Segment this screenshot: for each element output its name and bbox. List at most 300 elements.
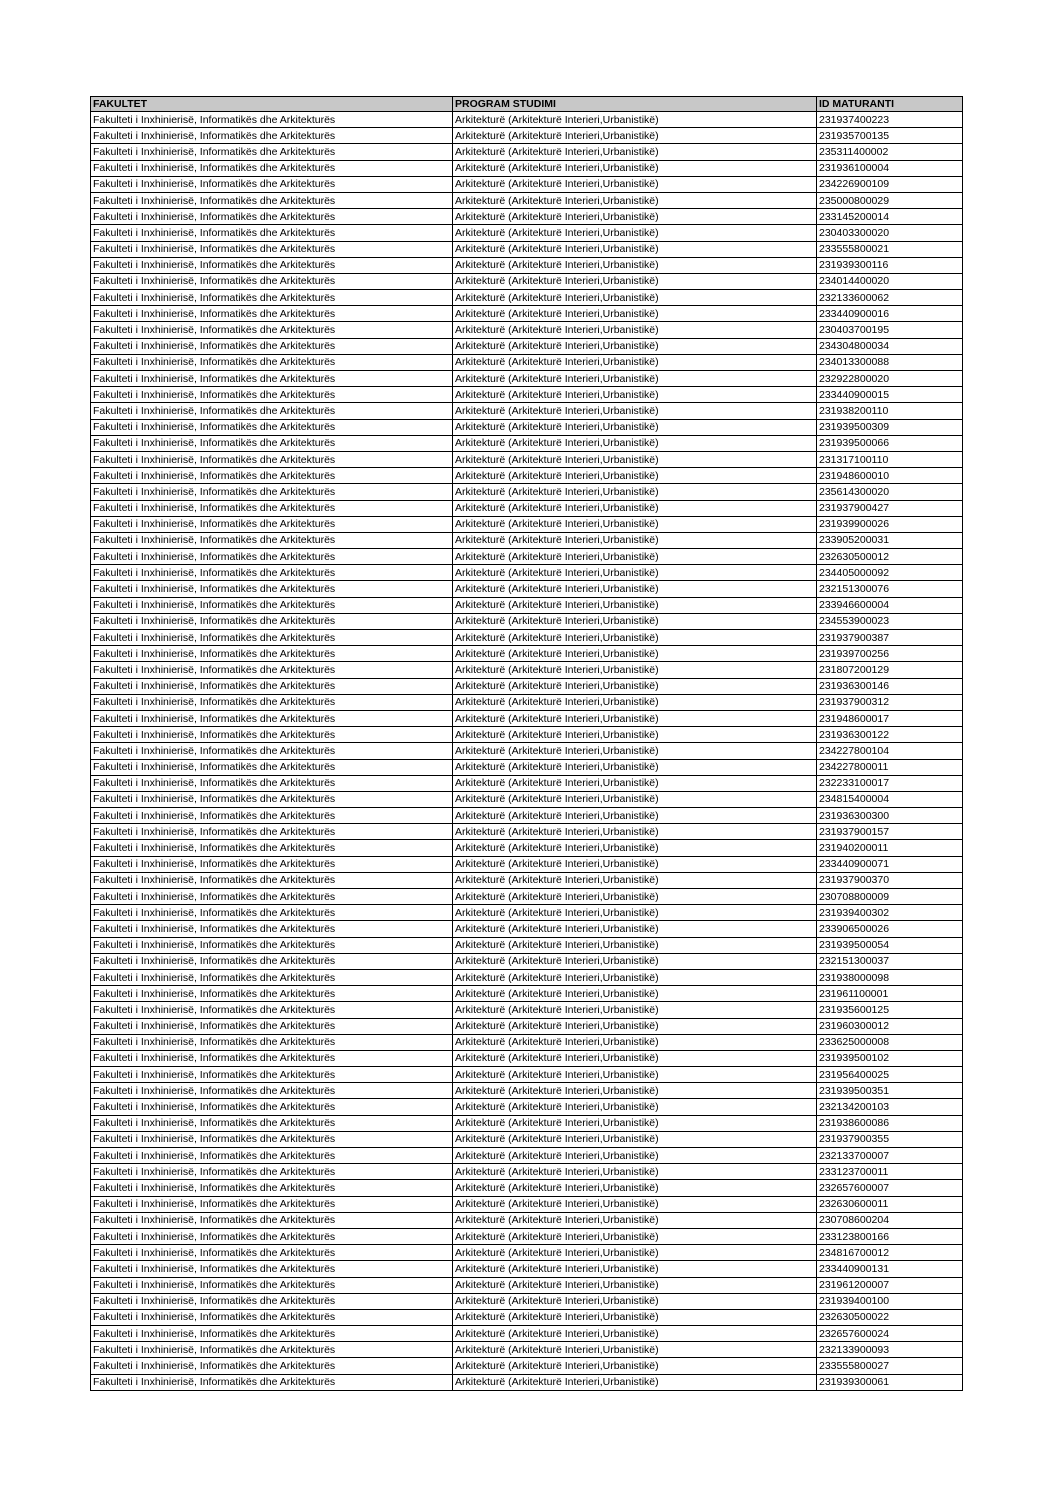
faculty-cell: Fakulteti i Inxhinierisë, Informatikës dhe Arkitekturës [91,872,453,888]
table-row [91,613,963,629]
program-cell: Arkitekturë (Arkitekturë Interieri,Urbanistikë) [453,1261,817,1277]
table-row [91,1196,963,1212]
id-cell: 231939500351 [817,1083,963,1099]
faculty-cell: Fakulteti i Inxhinierisë, Informatikës dhe Arkitekturës [91,597,453,613]
id-cell: 235000800029 [817,192,963,208]
table-row [91,419,963,435]
faculty-cell: Fakulteti i Inxhinierisë, Informatikës dhe Arkitekturës [91,338,453,354]
program-cell: Arkitekturë (Arkitekturë Interieri,Urbanistikë) [453,1358,817,1374]
faculty-cell: Fakulteti i Inxhinierisë, Informatikës dhe Arkitekturës [91,403,453,419]
table-row [91,1067,963,1083]
table-row [91,1245,963,1261]
program-cell: Arkitekturë (Arkitekturë Interieri,Urbanistikë) [453,1083,817,1099]
id-cell: 231935600125 [817,1002,963,1018]
table-row [91,856,963,872]
id-cell: 234553900023 [817,613,963,629]
program-cell: Arkitekturë (Arkitekturë Interieri,Urbanistikë) [453,176,817,192]
faculty-cell: Fakulteti i Inxhinierisë, Informatikës dhe Arkitekturës [91,969,453,985]
program-cell: Arkitekturë (Arkitekturë Interieri,Urbanistikë) [453,225,817,241]
table-row [91,225,963,241]
program-cell: Arkitekturë (Arkitekturë Interieri,Urbanistikë) [453,1115,817,1131]
program-cell: Arkitekturë (Arkitekturë Interieri,Urbanistikë) [453,969,817,985]
table-row [91,290,963,306]
id-cell: 232630500012 [817,549,963,565]
program-cell: Arkitekturë (Arkitekturë Interieri,Urbanistikë) [453,1277,817,1293]
program-cell: Arkitekturë (Arkitekturë Interieri,Urbanistikë) [453,872,817,888]
table-row [91,630,963,646]
faculty-cell: Fakulteti i Inxhinierisë, Informatikës dhe Arkitekturës [91,581,453,597]
program-cell: Arkitekturë (Arkitekturë Interieri,Urbanistikë) [453,678,817,694]
id-cell: 231937900355 [817,1131,963,1147]
faculty-cell: Fakulteti i Inxhinierisë, Informatikës dhe Arkitekturës [91,1228,453,1244]
faculty-cell: Fakulteti i Inxhinierisë, Informatikës dhe Arkitekturës [91,1261,453,1277]
table-row [91,322,963,338]
program-cell: Arkitekturë (Arkitekturë Interieri,Urbanistikë) [453,565,817,581]
faculty-cell: Fakulteti i Inxhinierisë, Informatikës dhe Arkitekturës [91,435,453,451]
id-cell: 232151300076 [817,581,963,597]
faculty-cell: Fakulteti i Inxhinierisë, Informatikës dhe Arkitekturës [91,1196,453,1212]
faculty-cell: Fakulteti i Inxhinierisë, Informatikës dhe Arkitekturës [91,1099,453,1115]
id-cell: 230708600204 [817,1212,963,1228]
faculty-cell: Fakulteti i Inxhinierisë, Informatikës dhe Arkitekturës [91,727,453,743]
program-cell: Arkitekturë (Arkitekturë Interieri,Urbanistikë) [453,646,817,662]
id-cell: 233905200031 [817,532,963,548]
table-row [91,791,963,807]
program-cell: Arkitekturë (Arkitekturë Interieri,Urbanistikë) [453,419,817,435]
faculty-cell: Fakulteti i Inxhinierisë, Informatikës dhe Arkitekturës [91,630,453,646]
id-cell: 233440900015 [817,387,963,403]
table-row [91,710,963,726]
table-row [91,1374,963,1390]
id-cell: 231948600017 [817,710,963,726]
table-row [91,565,963,581]
program-cell: Arkitekturë (Arkitekturë Interieri,Urbanistikë) [453,1018,817,1034]
table-row [91,435,963,451]
id-cell: 235311400002 [817,144,963,160]
id-cell: 232233100017 [817,775,963,791]
program-cell: Arkitekturë (Arkitekturë Interieri,Urbanistikë) [453,986,817,1002]
id-cell: 235614300020 [817,484,963,500]
program-cell: Arkitekturë (Arkitekturë Interieri,Urbanistikë) [453,257,817,273]
table-row [91,581,963,597]
table-row [91,1261,963,1277]
table-row [91,969,963,985]
program-cell: Arkitekturë (Arkitekturë Interieri,Urbanistikë) [453,840,817,856]
faculty-cell: Fakulteti i Inxhinierisë, Informatikës dhe Arkitekturës [91,1083,453,1099]
table-row [91,241,963,257]
table-row [91,516,963,532]
program-cell: Arkitekturë (Arkitekturë Interieri,Urbanistikë) [453,808,817,824]
id-cell: 231940200011 [817,840,963,856]
id-cell: 232133700007 [817,1148,963,1164]
faculty-cell: Fakulteti i Inxhinierisë, Informatikës dhe Arkitekturës [91,1293,453,1309]
table-row [91,1018,963,1034]
table-row [91,532,963,548]
program-cell: Arkitekturë (Arkitekturë Interieri,Urbanistikë) [453,1309,817,1325]
table-row [91,727,963,743]
table-row [91,1099,963,1115]
faculty-cell: Fakulteti i Inxhinierisë, Informatikës dhe Arkitekturës [91,112,453,128]
id-cell: 231937900157 [817,824,963,840]
table-row [91,1326,963,1342]
program-cell: Arkitekturë (Arkitekturë Interieri,Urbanistikë) [453,322,817,338]
faculty-cell: Fakulteti i Inxhinierisë, Informatikës dhe Arkitekturës [91,1309,453,1325]
program-cell: Arkitekturë (Arkitekturë Interieri,Urbanistikë) [453,241,817,257]
table-row [91,371,963,387]
id-cell: 234816700012 [817,1245,963,1261]
faculty-cell: Fakulteti i Inxhinierisë, Informatikës dhe Arkitekturës [91,1326,453,1342]
program-cell: Arkitekturë (Arkitekturë Interieri,Urbanistikë) [453,484,817,500]
program-cell: Arkitekturë (Arkitekturë Interieri,Urbanistikë) [453,759,817,775]
id-cell: 232133600062 [817,290,963,306]
table-row [91,176,963,192]
id-cell: 234304800034 [817,338,963,354]
id-cell: 232630600011 [817,1196,963,1212]
table-row [91,840,963,856]
faculty-cell: Fakulteti i Inxhinierisë, Informatikës dhe Arkitekturës [91,759,453,775]
table-body [91,112,963,1391]
id-cell: 233625000008 [817,1034,963,1050]
id-cell: 234227800011 [817,759,963,775]
program-cell: Arkitekturë (Arkitekturë Interieri,Urbanistikë) [453,630,817,646]
id-cell: 232630500022 [817,1309,963,1325]
faculty-cell: Fakulteti i Inxhinierisë, Informatikës dhe Arkitekturës [91,840,453,856]
table-row [91,678,963,694]
table-row [91,1034,963,1050]
table-header-row [91,97,963,112]
students-table [90,96,963,1391]
id-cell: 232922800020 [817,371,963,387]
faculty-cell: Fakulteti i Inxhinierisë, Informatikës dhe Arkitekturës [91,257,453,273]
id-cell: 232151300037 [817,953,963,969]
faculty-cell: Fakulteti i Inxhinierisë, Informatikës dhe Arkitekturës [91,905,453,921]
table-row [91,128,963,144]
faculty-cell: Fakulteti i Inxhinierisë, Informatikës dhe Arkitekturës [91,856,453,872]
program-cell: Arkitekturë (Arkitekturë Interieri,Urbanistikë) [453,1099,817,1115]
id-cell: 234227800104 [817,743,963,759]
table-row [91,953,963,969]
table-row [91,1131,963,1147]
faculty-cell: Fakulteti i Inxhinierisë, Informatikës dhe Arkitekturës [91,889,453,905]
id-cell: 232657600024 [817,1326,963,1342]
program-cell: Arkitekturë (Arkitekturë Interieri,Urbanistikë) [453,160,817,176]
id-cell: 231936100004 [817,160,963,176]
table-row [91,112,963,128]
table-row [91,468,963,484]
id-cell: 231938600086 [817,1115,963,1131]
program-cell: Arkitekturë (Arkitekturë Interieri,Urbanistikë) [453,1326,817,1342]
program-cell: Arkitekturë (Arkitekturë Interieri,Urbanistikë) [453,581,817,597]
table-row [91,1228,963,1244]
table-row [91,1180,963,1196]
table-row [91,937,963,953]
faculty-cell: Fakulteti i Inxhinierisë, Informatikës dhe Arkitekturës [91,549,453,565]
table-row [91,1050,963,1066]
faculty-cell: Fakulteti i Inxhinierisë, Informatikës dhe Arkitekturës [91,241,453,257]
faculty-cell: Fakulteti i Inxhinierisë, Informatikës dhe Arkitekturës [91,1342,453,1358]
table-row [91,775,963,791]
table-row [91,273,963,289]
table-row [91,646,963,662]
program-cell: Arkitekturë (Arkitekturë Interieri,Urbanistikë) [453,1245,817,1261]
faculty-cell: Fakulteti i Inxhinierisë, Informatikës dhe Arkitekturës [91,273,453,289]
table-row [91,451,963,467]
program-cell: Arkitekturë (Arkitekturë Interieri,Urbanistikë) [453,128,817,144]
faculty-cell: Fakulteti i Inxhinierisë, Informatikës dhe Arkitekturës [91,1374,453,1390]
table-row [91,338,963,354]
program-cell: Arkitekturë (Arkitekturë Interieri,Urbanistikë) [453,435,817,451]
faculty-cell: Fakulteti i Inxhinierisë, Informatikës dhe Arkitekturës [91,1164,453,1180]
program-cell: Arkitekturë (Arkitekturë Interieri,Urbanistikë) [453,338,817,354]
id-cell: 233123800166 [817,1228,963,1244]
table-row [91,1002,963,1018]
id-cell: 233145200014 [817,209,963,225]
faculty-cell: Fakulteti i Inxhinierisë, Informatikës dhe Arkitekturës [91,1115,453,1131]
program-cell: Arkitekturë (Arkitekturë Interieri,Urbanistikë) [453,743,817,759]
table-row [91,192,963,208]
id-cell: 231939300061 [817,1374,963,1390]
id-cell: 231939500066 [817,435,963,451]
program-cell: Arkitekturë (Arkitekturë Interieri,Urbanistikë) [453,1293,817,1309]
program-cell: Arkitekturë (Arkitekturë Interieri,Urbanistikë) [453,290,817,306]
table-row [91,824,963,840]
program-cell: Arkitekturë (Arkitekturë Interieri,Urbanistikë) [453,549,817,565]
table-row [91,387,963,403]
id-cell: 230708800009 [817,889,963,905]
id-cell: 233906500026 [817,921,963,937]
table-row [91,597,963,613]
program-cell: Arkitekturë (Arkitekturë Interieri,Urbanistikë) [453,775,817,791]
id-cell: 231939700256 [817,646,963,662]
id-cell: 234014400020 [817,273,963,289]
id-cell: 231961100001 [817,986,963,1002]
table-row [91,808,963,824]
program-cell: Arkitekturë (Arkitekturë Interieri,Urbanistikë) [453,1050,817,1066]
table-row [91,1277,963,1293]
id-cell: 233440900131 [817,1261,963,1277]
table-row [91,1148,963,1164]
program-cell: Arkitekturë (Arkitekturë Interieri,Urbanistikë) [453,532,817,548]
program-cell: Arkitekturë (Arkitekturë Interieri,Urbanistikë) [453,209,817,225]
id-cell: 231938200110 [817,403,963,419]
table-row [91,160,963,176]
id-cell: 231939900026 [817,516,963,532]
table-row [91,1083,963,1099]
faculty-cell: Fakulteti i Inxhinierisë, Informatikës dhe Arkitekturës [91,532,453,548]
table-row [91,662,963,678]
program-cell: Arkitekturë (Arkitekturë Interieri,Urbanistikë) [453,662,817,678]
program-cell: Arkitekturë (Arkitekturë Interieri,Urbanistikë) [453,516,817,532]
faculty-cell: Fakulteti i Inxhinierisë, Informatikës dhe Arkitekturës [91,1131,453,1147]
faculty-cell: Fakulteti i Inxhinierisë, Informatikës dhe Arkitekturës [91,516,453,532]
program-cell: Arkitekturë (Arkitekturë Interieri,Urbanistikë) [453,387,817,403]
faculty-cell: Fakulteti i Inxhinierisë, Informatikës dhe Arkitekturës [91,144,453,160]
faculty-cell: Fakulteti i Inxhinierisë, Informatikës dhe Arkitekturës [91,451,453,467]
header-id-maturanti: ID MATURANTI [817,97,963,112]
faculty-cell: Fakulteti i Inxhinierisë, Informatikës dhe Arkitekturës [91,775,453,791]
faculty-cell: Fakulteti i Inxhinierisë, Informatikës dhe Arkitekturës [91,322,453,338]
table-row [91,1342,963,1358]
faculty-cell: Fakulteti i Inxhinierisë, Informatikës dhe Arkitekturës [91,306,453,322]
table-row [91,1358,963,1374]
id-cell: 231939400302 [817,905,963,921]
program-cell: Arkitekturë (Arkitekturë Interieri,Urbanistikë) [453,856,817,872]
program-cell: Arkitekturë (Arkitekturë Interieri,Urbanistikë) [453,791,817,807]
program-cell: Arkitekturë (Arkitekturë Interieri,Urbanistikë) [453,451,817,467]
id-cell: 234013300088 [817,354,963,370]
id-cell: 231936300146 [817,678,963,694]
program-cell: Arkitekturë (Arkitekturë Interieri,Urbanistikë) [453,1148,817,1164]
id-cell: 230403300020 [817,225,963,241]
program-cell: Arkitekturë (Arkitekturë Interieri,Urbanistikë) [453,727,817,743]
table-row [91,1115,963,1131]
program-cell: Arkitekturë (Arkitekturë Interieri,Urbanistikë) [453,1342,817,1358]
id-cell: 231935700135 [817,128,963,144]
program-cell: Arkitekturë (Arkitekturë Interieri,Urbanistikë) [453,1196,817,1212]
faculty-cell: Fakulteti i Inxhinierisë, Informatikës dhe Arkitekturës [91,694,453,710]
faculty-cell: Fakulteti i Inxhinierisë, Informatikës dhe Arkitekturës [91,986,453,1002]
faculty-cell: Fakulteti i Inxhinierisë, Informatikës dhe Arkitekturës [91,128,453,144]
program-cell: Arkitekturë (Arkitekturë Interieri,Urbanistikë) [453,694,817,710]
faculty-cell: Fakulteti i Inxhinierisë, Informatikës dhe Arkitekturës [91,1148,453,1164]
faculty-cell: Fakulteti i Inxhinierisë, Informatikës dhe Arkitekturës [91,192,453,208]
faculty-cell: Fakulteti i Inxhinierisë, Informatikës dhe Arkitekturës [91,791,453,807]
table-row [91,1309,963,1325]
program-cell: Arkitekturë (Arkitekturë Interieri,Urbanistikë) [453,500,817,516]
program-cell: Arkitekturë (Arkitekturë Interieri,Urbanistikë) [453,597,817,613]
program-cell: Arkitekturë (Arkitekturë Interieri,Urbanistikë) [453,824,817,840]
id-cell: 231937900312 [817,694,963,710]
faculty-cell: Fakulteti i Inxhinierisë, Informatikës dhe Arkitekturës [91,743,453,759]
program-cell: Arkitekturë (Arkitekturë Interieri,Urbanistikë) [453,354,817,370]
table-row [91,1164,963,1180]
table-row [91,921,963,937]
table-row [91,1293,963,1309]
id-cell: 234815400004 [817,791,963,807]
id-cell: 233555800021 [817,241,963,257]
program-cell: Arkitekturë (Arkitekturë Interieri,Urbanistikë) [453,1212,817,1228]
faculty-cell: Fakulteti i Inxhinierisë, Informatikës dhe Arkitekturës [91,176,453,192]
id-cell: 231936300122 [817,727,963,743]
faculty-cell: Fakulteti i Inxhinierisë, Informatikës dhe Arkitekturës [91,1034,453,1050]
id-cell: 233123700011 [817,1164,963,1180]
id-cell: 231937400223 [817,112,963,128]
faculty-cell: Fakulteti i Inxhinierisë, Informatikës dhe Arkitekturës [91,1067,453,1083]
program-cell: Arkitekturë (Arkitekturë Interieri,Urbanistikë) [453,1002,817,1018]
faculty-cell: Fakulteti i Inxhinierisë, Informatikës dhe Arkitekturës [91,354,453,370]
id-cell: 231939500054 [817,937,963,953]
header-fakultet: FAKULTET [91,97,453,112]
program-cell: Arkitekturë (Arkitekturë Interieri,Urbanistikë) [453,921,817,937]
id-cell: 231939500102 [817,1050,963,1066]
faculty-cell: Fakulteti i Inxhinierisë, Informatikës dhe Arkitekturës [91,1358,453,1374]
table-row [91,905,963,921]
faculty-cell: Fakulteti i Inxhinierisë, Informatikës dhe Arkitekturës [91,209,453,225]
table-row [91,549,963,565]
id-cell: 231956400025 [817,1067,963,1083]
program-cell: Arkitekturë (Arkitekturë Interieri,Urbanistikë) [453,1067,817,1083]
program-cell: Arkitekturë (Arkitekturë Interieri,Urbanistikë) [453,1131,817,1147]
faculty-cell: Fakulteti i Inxhinierisë, Informatikës dhe Arkitekturës [91,225,453,241]
table-row [91,500,963,516]
id-cell: 231939400100 [817,1293,963,1309]
program-cell: Arkitekturë (Arkitekturë Interieri,Urbanistikë) [453,889,817,905]
program-cell: Arkitekturë (Arkitekturë Interieri,Urbanistikë) [453,1180,817,1196]
faculty-cell: Fakulteti i Inxhinierisë, Informatikës dhe Arkitekturës [91,710,453,726]
faculty-cell: Fakulteti i Inxhinierisë, Informatikës dhe Arkitekturës [91,646,453,662]
faculty-cell: Fakulteti i Inxhinierisë, Informatikës dhe Arkitekturës [91,565,453,581]
id-cell: 231939500309 [817,419,963,435]
id-cell: 231937900387 [817,630,963,646]
id-cell: 233440900016 [817,306,963,322]
table-row [91,257,963,273]
faculty-cell: Fakulteti i Inxhinierisë, Informatikës dhe Arkitekturës [91,808,453,824]
table-row [91,209,963,225]
table-row [91,889,963,905]
faculty-cell: Fakulteti i Inxhinierisë, Informatikës dhe Arkitekturës [91,1018,453,1034]
program-cell: Arkitekturë (Arkitekturë Interieri,Urbanistikë) [453,306,817,322]
id-cell: 231938000098 [817,969,963,985]
faculty-cell: Fakulteti i Inxhinierisë, Informatikës dhe Arkitekturës [91,1245,453,1261]
faculty-cell: Fakulteti i Inxhinierisë, Informatikës dhe Arkitekturës [91,824,453,840]
program-cell: Arkitekturë (Arkitekturë Interieri,Urbanistikë) [453,371,817,387]
program-cell: Arkitekturë (Arkitekturë Interieri,Urbanistikë) [453,613,817,629]
table-row [91,484,963,500]
program-cell: Arkitekturë (Arkitekturë Interieri,Urbanistikë) [453,403,817,419]
program-cell: Arkitekturë (Arkitekturë Interieri,Urbanistikë) [453,1034,817,1050]
program-cell: Arkitekturë (Arkitekturë Interieri,Urbanistikë) [453,1228,817,1244]
id-cell: 232657600007 [817,1180,963,1196]
program-cell: Arkitekturë (Arkitekturë Interieri,Urbanistikë) [453,1374,817,1390]
program-cell: Arkitekturë (Arkitekturë Interieri,Urbanistikë) [453,953,817,969]
program-cell: Arkitekturë (Arkitekturë Interieri,Urbanistikë) [453,112,817,128]
table-row [91,694,963,710]
faculty-cell: Fakulteti i Inxhinierisë, Informatikës dhe Arkitekturës [91,953,453,969]
table-row [91,986,963,1002]
program-cell: Arkitekturë (Arkitekturë Interieri,Urbanistikë) [453,710,817,726]
faculty-cell: Fakulteti i Inxhinierisë, Informatikës dhe Arkitekturës [91,484,453,500]
faculty-cell: Fakulteti i Inxhinierisë, Informatikës dhe Arkitekturës [91,387,453,403]
id-cell: 231807200129 [817,662,963,678]
table-row [91,144,963,160]
id-cell: 231948600010 [817,468,963,484]
table-row [91,1212,963,1228]
id-cell: 232133900093 [817,1342,963,1358]
program-cell: Arkitekturë (Arkitekturë Interieri,Urbanistikë) [453,937,817,953]
faculty-cell: Fakulteti i Inxhinierisë, Informatikës dhe Arkitekturës [91,371,453,387]
id-cell: 231937900370 [817,872,963,888]
id-cell: 233555800027 [817,1358,963,1374]
faculty-cell: Fakulteti i Inxhinierisë, Informatikës dhe Arkitekturës [91,160,453,176]
faculty-cell: Fakulteti i Inxhinierisë, Informatikës dhe Arkitekturës [91,1180,453,1196]
id-cell: 231960300012 [817,1018,963,1034]
id-cell: 231936300300 [817,808,963,824]
faculty-cell: Fakulteti i Inxhinierisë, Informatikës dhe Arkitekturës [91,1277,453,1293]
program-cell: Arkitekturë (Arkitekturë Interieri,Urbanistikë) [453,144,817,160]
faculty-cell: Fakulteti i Inxhinierisë, Informatikës dhe Arkitekturës [91,500,453,516]
id-cell: 233440900071 [817,856,963,872]
faculty-cell: Fakulteti i Inxhinierisë, Informatikës dhe Arkitekturës [91,937,453,953]
program-cell: Arkitekturë (Arkitekturë Interieri,Urbanistikë) [453,1164,817,1180]
table-row [91,403,963,419]
faculty-cell: Fakulteti i Inxhinierisë, Informatikës dhe Arkitekturës [91,1212,453,1228]
id-cell: 234226900109 [817,176,963,192]
faculty-cell: Fakulteti i Inxhinierisë, Informatikës dhe Arkitekturës [91,290,453,306]
id-cell: 230403700195 [817,322,963,338]
program-cell: Arkitekturë (Arkitekturë Interieri,Urbanistikë) [453,192,817,208]
id-cell: 233946600004 [817,597,963,613]
id-cell: 231939300116 [817,257,963,273]
